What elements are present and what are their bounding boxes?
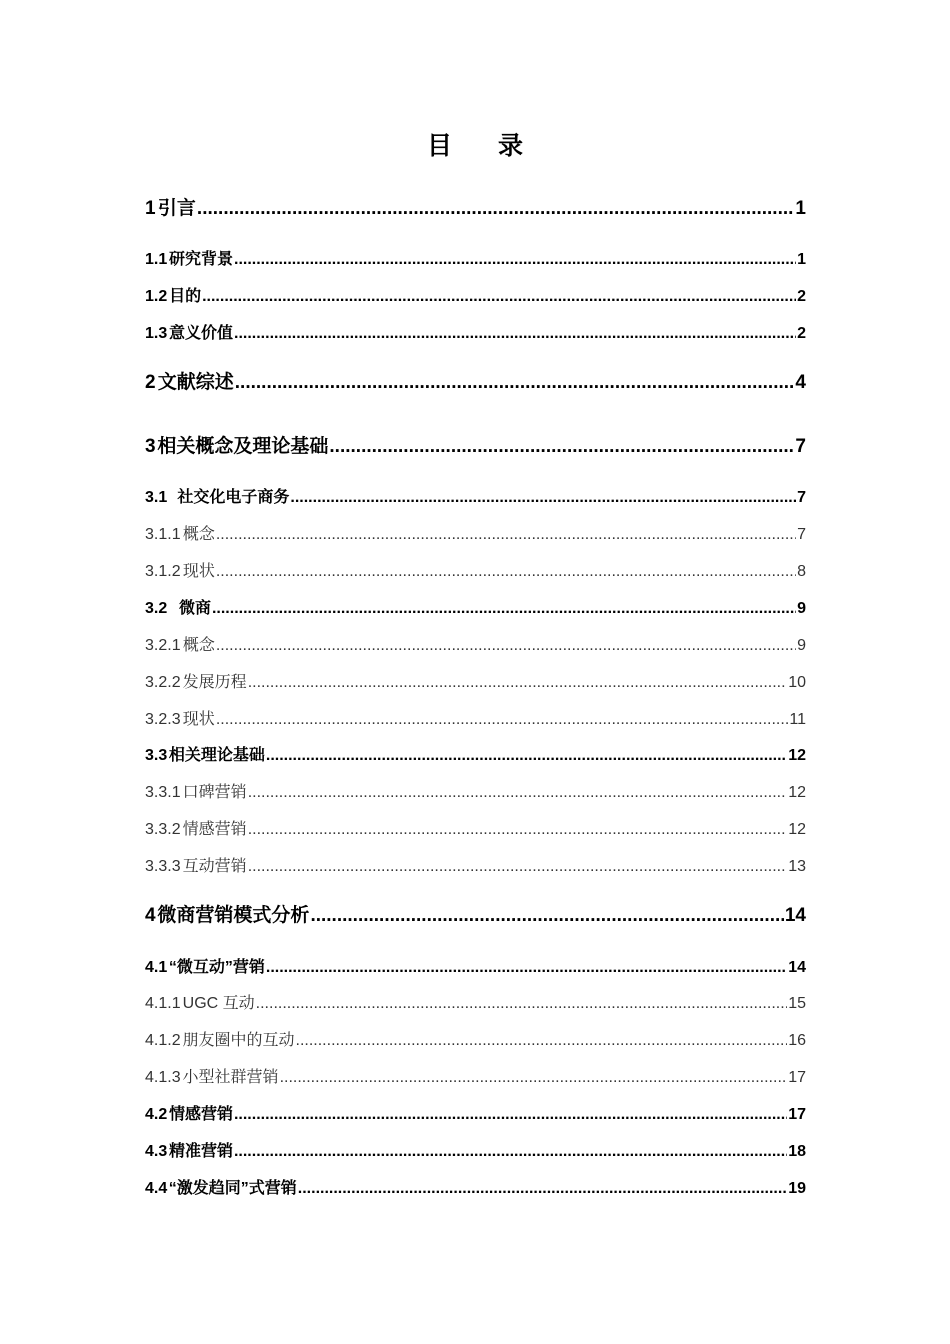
toc-leader-dots [202, 288, 796, 306]
toc-entry-number: 1.2 [145, 288, 168, 305]
toc-entry[interactable] [145, 246, 806, 269]
toc-entry-page: 2 [797, 288, 806, 305]
toc-leader-dots [216, 563, 796, 581]
toc-entry-label: “激发趋同”式营销 [168, 1180, 297, 1197]
toc-entry-label: 现状 [182, 711, 215, 728]
toc-entry[interactable] [145, 816, 806, 839]
toc-entry-number: 4 [145, 905, 156, 926]
toc-entry-page: 9 [797, 637, 806, 654]
toc-entry[interactable] [145, 367, 806, 394]
toc-entry-number: 4.1 [145, 959, 168, 976]
toc-entry-number: 1 [145, 198, 156, 219]
toc-leader-dots [256, 995, 788, 1013]
toc-leader-dots [234, 1106, 787, 1124]
toc-leader-dots [212, 600, 796, 618]
toc-entry-label: 现状 [182, 563, 215, 580]
toc-title-part2: 录 [498, 132, 524, 160]
toc-leader-dots [216, 526, 796, 544]
toc-entry-label: 情感营销 [168, 1106, 233, 1123]
toc-leader-dots [234, 325, 796, 343]
toc-entry[interactable] [145, 1175, 806, 1198]
toc-leader-dots [216, 637, 796, 655]
toc-leader-dots [234, 251, 796, 269]
toc-leader-dots [329, 436, 794, 458]
toc-entry-number: 3.3.3 [145, 858, 181, 875]
toc-entry-label: 目的 [169, 288, 202, 305]
toc-entry-page: 18 [788, 1143, 806, 1160]
toc-entry-label: 微商 [178, 600, 211, 617]
toc-title-part1: 目 [426, 132, 452, 160]
toc-entry-page: 11 [789, 711, 806, 728]
toc-leader-dots [248, 821, 788, 839]
toc-entry[interactable] [145, 1101, 806, 1124]
toc-entry-label: 社交化电子商务 [177, 489, 290, 506]
toc-entry[interactable] [145, 954, 806, 977]
toc-entry-page: 13 [788, 858, 806, 875]
toc-entry-page: 12 [788, 747, 806, 764]
toc-entry-label: “微互动”营销 [168, 959, 265, 976]
toc-entry-label: 文献综述 [157, 372, 234, 393]
toc-leader-dots [280, 1069, 788, 1087]
toc-entry-page: 2 [797, 325, 806, 342]
toc-entry-page: 17 [788, 1069, 806, 1086]
toc-entry[interactable] [145, 632, 806, 655]
toc-entry[interactable] [145, 706, 806, 729]
toc-entry[interactable] [145, 595, 806, 618]
toc-entry-number: 4.2 [145, 1106, 168, 1123]
toc-leader-dots [197, 198, 795, 220]
toc-entry-page: 12 [788, 784, 806, 801]
toc-title [0, 126, 950, 162]
toc-entry-number: 4.1.2 [145, 1032, 181, 1049]
toc-leader-dots [234, 1143, 787, 1161]
toc-leader-dots [216, 711, 789, 729]
toc-entry-number: 1.3 [145, 325, 168, 342]
toc-entry-number: 3.3.1 [145, 784, 181, 801]
toc-entry-page: 4 [795, 372, 806, 393]
toc-entry-number: 2 [145, 372, 156, 393]
toc-entry-label: 概念 [182, 526, 215, 543]
toc-entry-number: 4.1.1 [145, 995, 181, 1012]
toc-entry-number: 3.3.2 [145, 821, 181, 838]
toc-entry-page: 17 [788, 1106, 806, 1123]
toc-entry[interactable] [145, 320, 806, 343]
toc-leader-dots [296, 1032, 788, 1050]
toc-entry-label: 口碑营销 [182, 784, 247, 801]
toc-entry[interactable] [145, 853, 806, 876]
toc-entry-page: 7 [797, 489, 806, 506]
toc-entry-page: 14 [788, 959, 806, 976]
toc-entry-page: 15 [788, 995, 806, 1012]
toc-entry-page: 8 [797, 563, 806, 580]
toc-entry[interactable] [145, 484, 806, 507]
toc-entry[interactable] [145, 1138, 806, 1161]
toc-entry-label: 互动营销 [182, 858, 247, 875]
toc-entry-number: 3 [145, 436, 156, 457]
toc-entry-number: 3.2.1 [145, 637, 181, 654]
toc-entry-page: 7 [797, 526, 806, 543]
toc-entry-page: 9 [797, 600, 806, 617]
toc-leader-dots [266, 747, 787, 765]
toc-entry-number: 4.3 [145, 1143, 168, 1160]
toc-entry-page: 1 [795, 198, 806, 219]
toc-entry-number: 3.1.1 [145, 526, 181, 543]
toc-entry-label: 小型社群营销 [182, 1069, 279, 1086]
toc-entry-page: 14 [784, 905, 806, 926]
toc-entry-number: 4.1.3 [145, 1069, 181, 1086]
toc-entry-label: 相关概念及理论基础 [157, 436, 329, 457]
toc-entry-label: 发展历程 [182, 674, 247, 691]
toc-entry-label: 研究背景 [168, 251, 233, 268]
toc-leader-dots [298, 1180, 787, 1198]
toc-leader-dots [248, 784, 788, 802]
toc-entry[interactable] [145, 900, 806, 927]
toc-entry-number: 3.2.3 [145, 711, 181, 728]
toc-entry-number: 3.1.2 [145, 563, 181, 580]
toc-leader-dots [248, 674, 788, 692]
toc-entry-page: 16 [788, 1032, 806, 1049]
toc-entry-number: 3.2 [145, 600, 168, 617]
toc-entry[interactable] [145, 193, 806, 220]
toc-entry-number: 4.4 [145, 1180, 168, 1197]
toc-entry-page: 1 [797, 251, 806, 268]
toc-entry[interactable] [145, 990, 806, 1013]
toc-entry[interactable] [145, 283, 806, 306]
toc-entry-label: 精准营销 [168, 1143, 233, 1160]
toc-leader-dots [248, 858, 788, 876]
toc-entry[interactable] [145, 669, 806, 692]
toc-entry[interactable] [145, 521, 806, 544]
toc-entry-label: 朋友圈中的互动 [182, 1032, 295, 1049]
toc-entry-page: 12 [788, 821, 806, 838]
toc-leader-dots [235, 372, 795, 394]
toc-entry-number: 3.2.2 [145, 674, 181, 691]
toc-entry-label: 意义价值 [168, 325, 233, 342]
toc-entry[interactable] [145, 558, 806, 581]
toc-entry-page: 10 [788, 674, 806, 691]
toc-entry-number: 3.1 [145, 489, 168, 506]
toc-leader-dots [266, 959, 787, 977]
toc-entry[interactable] [145, 1027, 806, 1050]
toc-entry[interactable] [145, 779, 806, 802]
toc-entry-label: 相关理论基础 [168, 747, 265, 764]
toc-leader-dots [310, 905, 783, 927]
toc-entry-number: 3.3 [145, 747, 168, 764]
toc-entry-number: 1.1 [145, 251, 168, 268]
toc-entry[interactable] [145, 1064, 806, 1087]
toc-entry-label: 概念 [182, 637, 215, 654]
toc-entry-label: 微商营销模式分析 [157, 905, 310, 926]
toc-entry-label: UGC 互动 [182, 995, 255, 1012]
toc-entry-page: 7 [795, 436, 806, 457]
toc-entry-label: 情感营销 [182, 821, 247, 838]
toc-leader-dots [290, 489, 796, 507]
toc-entry-label: 引言 [157, 198, 196, 219]
toc-entry-page: 19 [788, 1180, 806, 1197]
toc-entry[interactable] [145, 742, 806, 765]
toc-entry[interactable] [145, 431, 806, 458]
